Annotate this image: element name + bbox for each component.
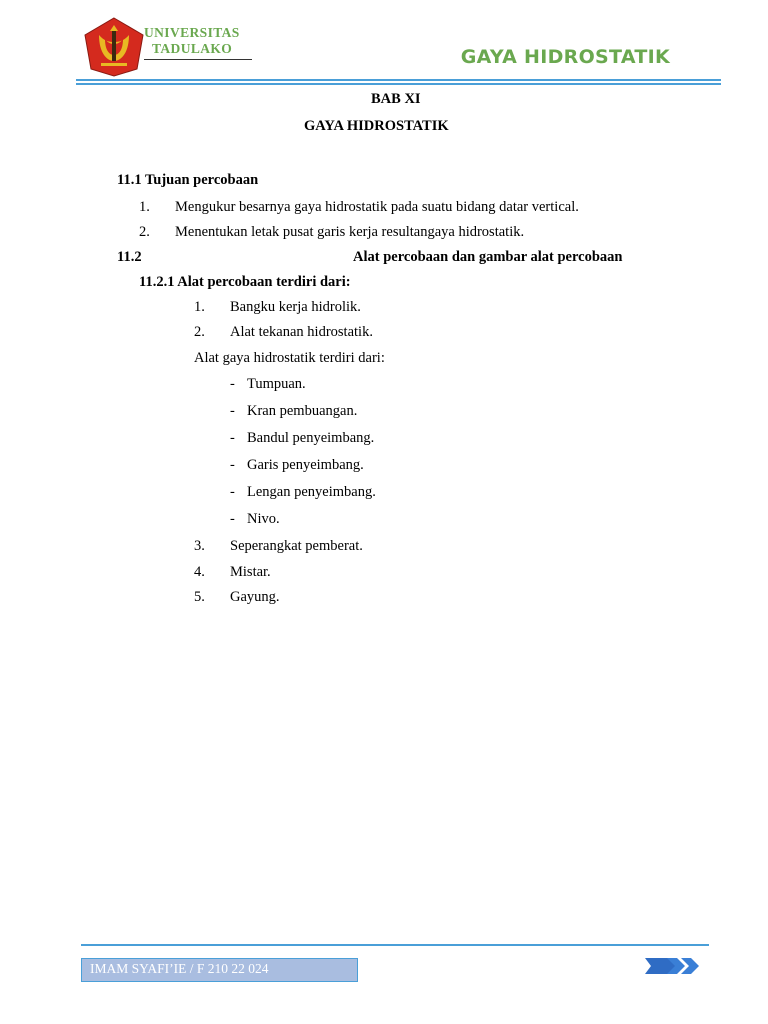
- list-item-number: 1.: [194, 299, 205, 315]
- dash-bullet: -: [230, 511, 235, 527]
- list-item-number: 4.: [194, 564, 205, 580]
- section-heading-11-1: 11.1 Tujuan percobaan: [117, 172, 259, 188]
- intro-paragraph: Alat gaya hidrostatik terdiri dari:: [194, 350, 385, 366]
- footer-rule: [81, 944, 709, 946]
- university-underline: [144, 59, 252, 60]
- header-title: GAYA HIDROSTATIK: [460, 46, 670, 68]
- dash-item-text: Lengan penyeimbang.: [247, 484, 376, 500]
- section-title-11-2: Alat percobaan dan gambar alat percobaan: [353, 249, 623, 265]
- subsection-heading-11-2-1: 11.2.1 Alat percobaan terdiri dari:: [139, 274, 351, 290]
- list-item-text: Mistar.: [230, 564, 271, 580]
- list-item-number: 2.: [139, 224, 150, 240]
- dash-item-text: Kran pembuangan.: [247, 403, 358, 419]
- triple-chevron-right-icon: [645, 956, 703, 976]
- list-item-text: Gayung.: [230, 589, 280, 605]
- dash-bullet: -: [230, 403, 235, 419]
- list-item-text: Bangku kerja hidrolik.: [230, 299, 361, 315]
- dash-item-text: Tumpuan.: [247, 376, 306, 392]
- chapter-number: BAB XI: [371, 91, 421, 107]
- dash-bullet: -: [230, 430, 235, 446]
- dash-bullet: -: [230, 376, 235, 392]
- list-item-number: 2.: [194, 324, 205, 340]
- section-number-11-2: 11.2: [117, 249, 142, 265]
- dash-bullet: -: [230, 457, 235, 473]
- university-name-line1: UNIVERSITAS: [144, 25, 240, 40]
- list-item-number: 3.: [194, 538, 205, 554]
- header-rule-secondary: [76, 83, 721, 85]
- dash-item-text: Garis penyeimbang.: [247, 457, 364, 473]
- list-item-text: Mengukur besarnya gaya hidrostatik pada suatu bidang datar vertical.: [175, 199, 579, 215]
- list-item-text: Menentukan letak pusat garis kerja resultangaya hidrostatik.: [175, 224, 525, 240]
- list-item-number: 5.: [194, 589, 205, 605]
- dash-bullet: -: [230, 484, 235, 500]
- list-item-text: Seperangkat pemberat.: [230, 538, 363, 554]
- header-rule: [76, 79, 721, 81]
- chapter-title: GAYA HIDROSTATIK: [304, 118, 449, 134]
- footer-author: IMAM SYAFI’IE / F 210 22 024: [90, 961, 269, 976]
- dash-item-text: Nivo.: [247, 511, 280, 527]
- dash-item-text: Bandul penyeimbang.: [247, 430, 375, 446]
- list-item-number: 1.: [139, 199, 150, 215]
- university-name-line2: TADULAKO: [152, 41, 233, 56]
- list-item-text: Alat tekanan hidrostatik.: [230, 324, 373, 340]
- university-logo-icon: [83, 17, 145, 77]
